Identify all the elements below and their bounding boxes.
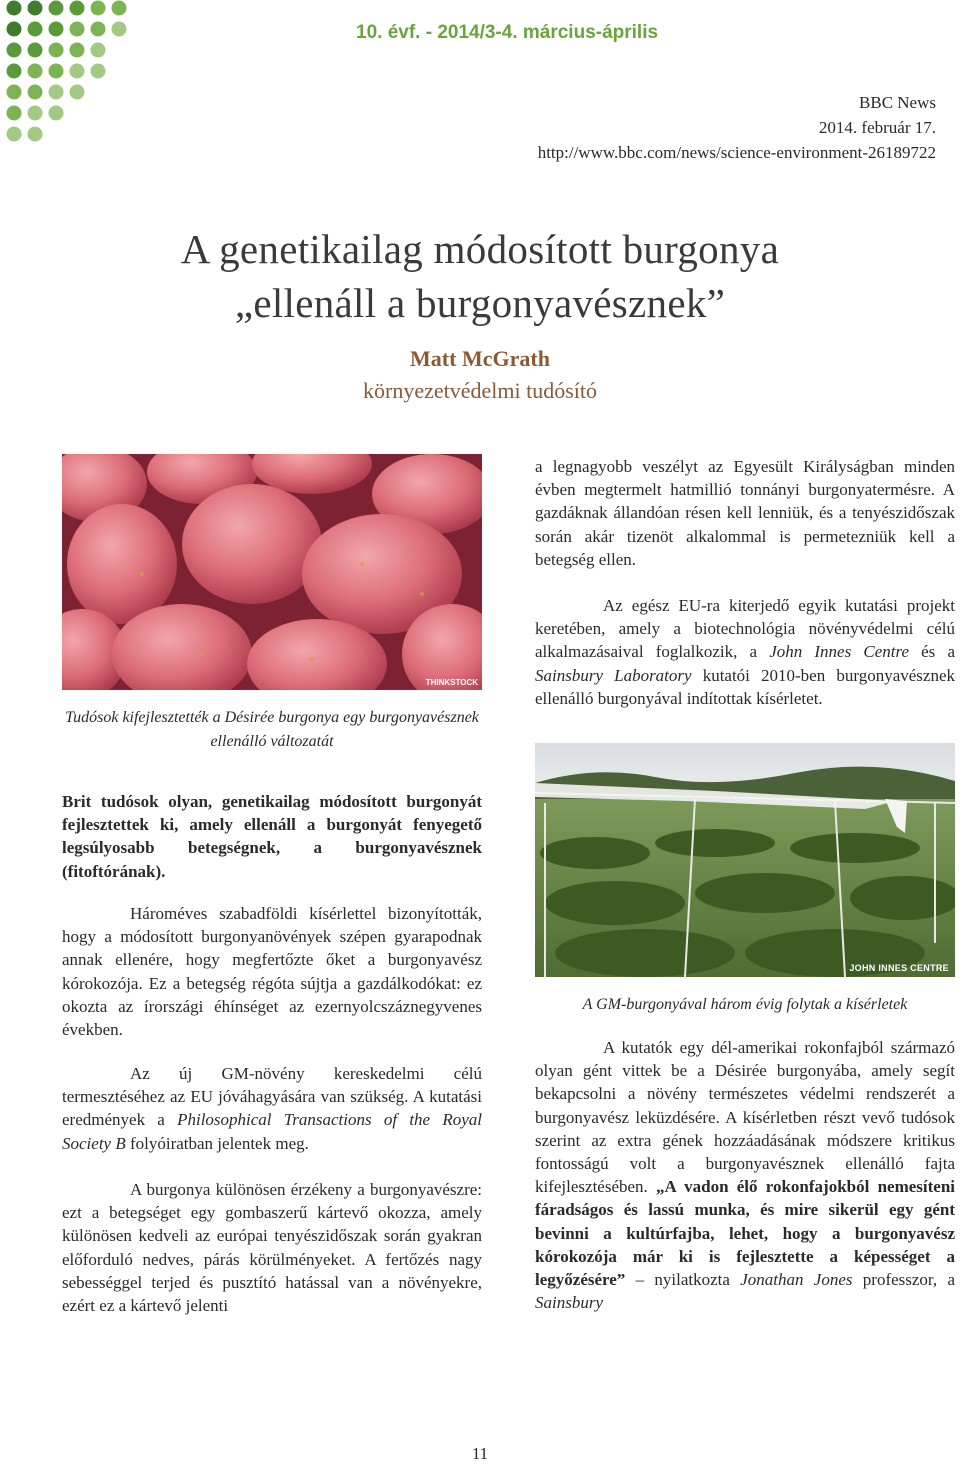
photo-credit: THINKSTOCK: [425, 678, 478, 687]
title-line-1: A genetikailag módosított burgonya: [180, 226, 780, 272]
photo-caption: Tudósok kifejlesztették a Désirée burgonya egy burgonyavésznek ellenálló változatát: [65, 709, 479, 750]
decorative-dot: [7, 1, 22, 16]
decorative-dot: [112, 1, 127, 16]
decorative-dot: [49, 85, 64, 100]
source-date: 2014. február 17.: [818, 118, 936, 137]
page-number: 11: [471, 1444, 489, 1463]
decorative-dot: [112, 22, 127, 37]
source-name: BBC News: [859, 93, 936, 112]
decorative-dot: [91, 22, 106, 37]
decorative-dot: [91, 1, 106, 16]
paragraph-2-text: Az új GM-növény kereskedelmi célú termesztéséhez az EU jóváhagyására van szükség. A kutatási eredmények a: [62, 1064, 482, 1130]
paragraph-3: A burgonya különösen érzékeny a burgonyavészre: ezt a betegséget egy gombaszerű kártevő okozza, amely különösen kedveli az európai tenyészidőszak során gyakran előforduló nedves, párás körülményeket. A fertőzés nagy sebességgel terjed és pusztító hatással van a növényekre, ezért ez a kártevő jelenti: [62, 1180, 482, 1316]
author-role: környezetvédelmi tudósító: [363, 378, 597, 403]
paragraph-4: [535, 594, 955, 710]
decorative-dot: [70, 43, 85, 58]
decorative-dot: [28, 1, 43, 16]
decorative-dot: [70, 64, 85, 79]
author-name: Matt McGrath: [410, 346, 550, 371]
decorative-dot: [28, 85, 43, 100]
decorative-dot: [91, 64, 106, 79]
photo-caption: A GM-burgonyával három évig folytak a kísérletek: [582, 996, 908, 1013]
issue-header: 10. évf. - 2014/3-4. március-április: [356, 22, 659, 43]
paragraph-3-continued: a legnagyobb veszélyt az Egyesült Királyságban minden évben megtermelt hatmillió tonnányi burgonyatermésre. A gazdáknak állandóan résen kell lenniük, és a tenyészidőszak során akár tizenöt alkalommal is permetezniük kell a betegség ellen.: [535, 457, 955, 569]
institution-name: Sainsbury: [535, 1293, 603, 1313]
decorative-dot: [49, 106, 64, 121]
potato-photo: [62, 454, 482, 690]
paragraph-2-end: folyóiratban jelentek meg.: [125, 1133, 309, 1153]
paragraph-5-role: professzor, a: [852, 1270, 956, 1290]
source-url[interactable]: http://www.bbc.com/news/science-environment-26189722: [537, 143, 936, 162]
decorative-dot: [49, 1, 64, 16]
decorative-dot: [28, 64, 43, 79]
decorative-dot: [7, 22, 22, 37]
decorative-dot: [28, 43, 43, 58]
decorative-dot: [70, 22, 85, 37]
paragraph-4-and: és a: [909, 642, 955, 662]
paragraph-2: [62, 1062, 482, 1155]
decorative-dot: [7, 85, 22, 100]
article-lead: Brit tudósok olyan, genetikailag módosított burgonyát fejlesztettek ki, amely ellenáll a burgonyát fenyegető legsúlyosabb betegségnek, a burgonyavésznek (fitoftórának).: [62, 792, 482, 881]
paragraph-4-end: kutatói 2010-ben burgonyavésznek ellenálló burgonyával indítottak kísérletet.: [535, 665, 955, 708]
institution-jic: John Innes Centre: [769, 642, 909, 662]
institution-sainsbury: Sainsbury Laboratory: [535, 665, 692, 685]
paragraph-5: [535, 1036, 955, 1314]
field-trial-photo: [535, 743, 955, 977]
journal-name: Philosophical Transactions of the Royal Society B: [62, 1110, 482, 1153]
decorative-dot: [7, 127, 22, 142]
decorative-dot: [70, 85, 85, 100]
decorative-dot: [28, 106, 43, 121]
paragraph-5-attribution: – nyilatkozta: [625, 1270, 741, 1290]
paragraph-5-text: A kutatók egy dél-amerikai rokonfajból származó olyan gént vittek be a Désirée burgonyába, amely segít bekapcsolni a növény természetes védelmi rendszerét a burgonyavész leküzdésére. A kísérletben részt vevő tudósok szerint az extra gének hozzáadásának módszere kritikus fontosságú volt a burgonyavésznek ellenálló fajta kifejlesztésében.: [535, 1038, 955, 1197]
decorative-dot: [28, 22, 43, 37]
decorative-dot: [28, 127, 43, 142]
paragraph-1: Hároméves szabadföldi kísérlettel bizonyították, hogy a módosított burgonyanövények szépen gyarapodnak annak ellenére, hogy megfertőzte őket a burgonyavész kórokozója. Ez a betegség régóta sújtja a gazdálkodókat: ez okozta az írországi éhínséget az ezernyolcszáznegyvenes években.: [62, 904, 482, 1040]
decorative-dot: [7, 106, 22, 121]
article-title: [0, 222, 960, 330]
title-line-2: „ellenáll a burgonyavésznek”: [234, 280, 726, 326]
source-block: [538, 90, 936, 165]
decorative-dot: [49, 22, 64, 37]
person-name: Jonathan Jones: [740, 1270, 853, 1290]
decorative-dot: [49, 64, 64, 79]
photo-credit: JOHN INNES CENTRE: [849, 963, 949, 973]
decorative-dot: [7, 43, 22, 58]
decorative-dot: [49, 43, 64, 58]
paragraph-4-text: Az egész EU-ra kiterjedő egyik kutatási projekt keretében, amely a biotechnológia növényvédelmi célú alkalmazásaival foglalkozik, a: [535, 596, 955, 662]
jones-quote: „A vadon élő rokonfajokból nemesíteni fáradságos és lassú munka, és mire sikerül egy gént bevinni a kultúrfajba, lehet, hogy a burgonyavész kórokozója már ki is fejlesztette a képességet a legyőzésére”: [535, 1177, 955, 1290]
decorative-dot: [70, 1, 85, 16]
decorative-dot-grid: [0, 0, 140, 160]
decorative-dot: [7, 64, 22, 79]
decorative-dot: [91, 43, 106, 58]
